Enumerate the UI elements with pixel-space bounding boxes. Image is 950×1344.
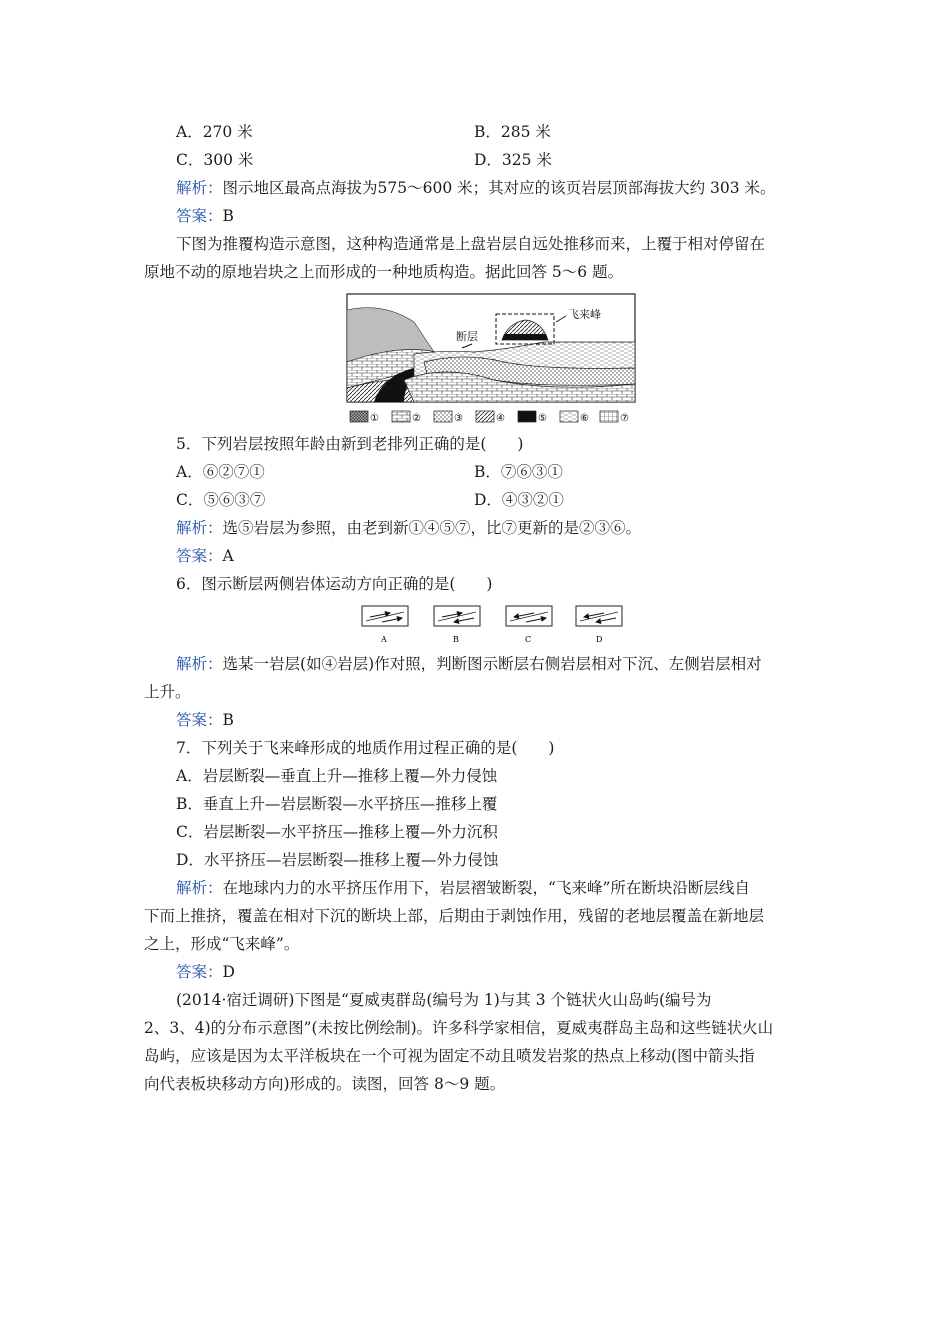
answer-text: A <box>222 547 234 565</box>
option-c: C．⑤⑥③⑦ <box>176 491 266 509</box>
option-a: A．270 米 <box>176 123 253 141</box>
option-a: A．岩层断裂—垂直上升—推移上覆—外力侵蚀 <box>176 767 498 785</box>
analysis-text: 在地球内力的水平挤压作用下，岩层褶皱断裂，“飞来峰”所在断块沿断层线自 <box>222 879 750 897</box>
answer-label: 答案： <box>176 963 223 981</box>
option-c: C．300 米 <box>176 151 254 169</box>
answer-line <box>176 962 235 982</box>
analysis-text: 选某一岩层(如④岩层)作对照，判断图示断层右侧岩层相对下沉、左侧岩层相对 <box>222 655 762 673</box>
intro-paragraph-line: 向代表板块移动方向)形成的。读图，回答 8～9 题。 <box>144 1075 506 1093</box>
label-peak: 飞来峰 <box>568 308 601 321</box>
option-d: D．④③②① <box>474 491 564 509</box>
intro-paragraph-line: 岛屿，应该是因为太平洋板块在一个可视为固定不动且喷发岩浆的热点上移动(图中箭头指 <box>144 1047 755 1065</box>
option-label: D <box>596 635 603 644</box>
option-a-diagram <box>362 606 408 644</box>
option-b: B．⑦⑥③① <box>474 463 563 481</box>
analysis-line: 下而上推挤，覆盖在相对下沉的断块上部，后期由于剥蚀作用，残留的老地层覆盖在新地层 <box>144 907 765 925</box>
intro-paragraph-line: (2014·宿迁调研)下图是“夏威夷群岛(编号为 1)与其 3 个链状火山岛屿(编号为 <box>176 991 712 1009</box>
analysis-line <box>176 654 762 674</box>
legend-label: ⑤ <box>538 413 547 424</box>
label-fault: 断层 <box>456 330 478 343</box>
intro-paragraph-line: 下图为推覆构造示意图，这种构造通常是上盘岩层自远处推移而来，上覆于相对停留在 <box>176 235 766 253</box>
option-c: C．岩层断裂—水平挤压—推移上覆—外力沉积 <box>176 823 498 841</box>
legend-label: ① <box>370 413 379 424</box>
analysis-label: 解析： <box>176 519 223 537</box>
answer-text: B <box>222 207 234 225</box>
legend-label: ④ <box>496 413 505 424</box>
option-label: B <box>453 635 459 644</box>
option-d-diagram <box>576 606 622 644</box>
analysis-line: 之上，形成“飞来峰”。 <box>144 935 300 953</box>
legend <box>350 411 629 424</box>
question-stem: 5．下列岩层按照年龄由新到老排列正确的是( ) <box>176 435 524 453</box>
answer-label: 答案： <box>176 547 223 565</box>
analysis-text: 图示地区最高点海拔为575～600 米；其对应的该页岩层顶部海拔大约 303 米。 <box>222 179 776 197</box>
analysis-line <box>176 878 750 898</box>
question-stem: 7．下列关于飞来峰形成的地质作用过程正确的是( ) <box>176 739 555 757</box>
answer-line <box>176 206 234 226</box>
intro-paragraph-line: 2、3、4)的分布示意图”(未按比例绘制)。许多科学家相信，夏威夷群岛主岛和这些链状火山 <box>144 1019 774 1037</box>
option-d: D．水平挤压—岩层断裂—推移上覆—外力侵蚀 <box>176 851 499 869</box>
answer-text: D <box>222 963 235 981</box>
option-b-diagram <box>434 606 480 644</box>
analysis-label: 解析： <box>176 879 223 897</box>
analysis-label: 解析： <box>176 179 223 197</box>
option-d: D．325 米 <box>474 151 552 169</box>
answer-label: 答案： <box>176 207 223 225</box>
option-label: A <box>381 635 387 644</box>
legend-label: ⑦ <box>620 413 629 424</box>
analysis-text: 选⑤岩层为参照，由老到新①④⑤⑦，比⑦更新的是②③⑥。 <box>222 519 642 537</box>
legend-label: ⑥ <box>580 413 589 424</box>
answer-line <box>176 546 234 566</box>
option-a: A．⑥②⑦① <box>176 463 265 481</box>
answer-line <box>176 710 234 730</box>
intro-paragraph-line: 原地不动的原地岩块之上而形成的一种地质构造。据此回答 5～6 题。 <box>144 263 624 281</box>
analysis-line: 上升。 <box>144 683 191 701</box>
analysis-label: 解析： <box>176 655 223 673</box>
answer-text: B <box>222 711 234 729</box>
legend-label: ③ <box>454 413 463 424</box>
analysis-line <box>176 518 641 538</box>
option-b: B．285 米 <box>474 123 551 141</box>
fault-direction-options <box>358 604 628 648</box>
legend-label: ② <box>412 413 421 424</box>
thrust-structure-diagram <box>344 292 638 428</box>
answer-label: 答案： <box>176 711 223 729</box>
analysis-line <box>176 178 776 198</box>
question-stem: 6．图示断层两侧岩体运动方向正确的是( ) <box>176 575 493 593</box>
option-label: C <box>525 635 532 644</box>
option-c-diagram <box>506 606 552 644</box>
option-b: B．垂直上升—岩层断裂—水平挤压—推移上覆 <box>176 795 498 813</box>
